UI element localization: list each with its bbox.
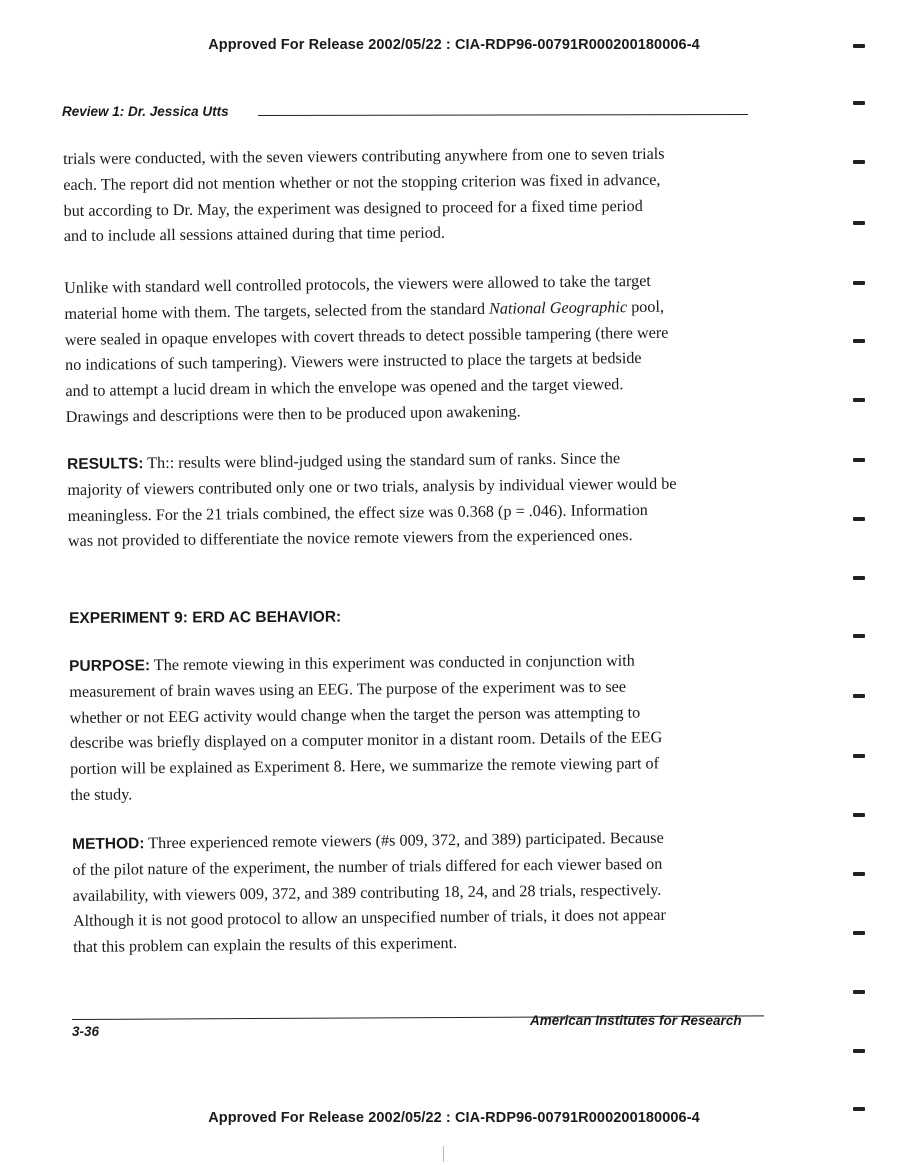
- method-label: METHOD:: [72, 835, 145, 853]
- continued-paragraph: [63, 142, 665, 250]
- paragraph-line: portion will be explained as Experiment 8. Here, we summarize the remote viewing part of: [70, 754, 660, 779]
- paragraph-line: meaningless. For the 21 trials combined, the effect size was 0.368 (p = .046). Information: [67, 500, 648, 525]
- scan-edge-mark: [853, 754, 865, 758]
- line-text: material home with them. The targets, selected from the standard: [64, 299, 490, 323]
- scan-artifact-line: [443, 1146, 444, 1162]
- scan-edge-mark: [853, 44, 865, 48]
- experiment-heading: EXPERIMENT 9: ERD AC BEHAVIOR:: [69, 608, 342, 627]
- line-text: Th:: results were blind-judged using the standard sum of ranks. Since the: [143, 449, 621, 473]
- paragraph-line: was not provided to differentiate the novice remote viewers from the experienced ones.: [67, 526, 633, 551]
- scan-edge-mark: [853, 990, 865, 994]
- paragraph-line: trials were conducted, with the seven viewers contributing anywhere from one to seven trials: [63, 144, 665, 168]
- paragraph-line: no indications of such tampering). Viewers were instructed to place the targets at bedside: [64, 349, 642, 375]
- paragraph-line: that this problem can explain the results of this experiment.: [73, 934, 458, 957]
- scan-edge-mark: [853, 872, 865, 876]
- method-paragraph: [72, 826, 666, 961]
- header-rule: [258, 114, 748, 116]
- paragraph-line: were sealed in opaque envelopes with covert threads to detect possible tampering (there were: [64, 323, 669, 349]
- purpose-label: PURPOSE:: [69, 657, 151, 675]
- scan-edge-mark: [853, 398, 865, 402]
- paragraph-line: Unlike with standard well controlled protocols, the viewers were allowed to take the target: [64, 271, 651, 297]
- paragraph-line: majority of viewers contributed only one or two trials, analysis by individual viewer would be: [67, 474, 677, 499]
- scan-edge-mark: [853, 576, 865, 580]
- release-header-top: Approved For Release 2002/05/22 : CIA-RDP96-00791R000200180006-4: [208, 37, 700, 53]
- paragraph-line: measurement of brain waves using an EEG. The purpose of the experiment was to see: [69, 677, 627, 701]
- scan-edge-mark: [853, 160, 865, 164]
- paragraph-line: Although it is not good protocol to allow an unspecified number of trials, it does not appear: [72, 906, 666, 931]
- scan-edge-mark: [853, 281, 865, 285]
- scan-edge-mark: [853, 1107, 865, 1111]
- organization-name: American Institutes for Research: [530, 1013, 742, 1028]
- paragraph-line: whether or not EEG activity would change when the target the person was attempting to: [69, 703, 641, 727]
- line-text: pool,: [626, 297, 665, 316]
- scan-edge-mark: [853, 813, 865, 817]
- release-header-bottom: Approved For Release 2002/05/22 : CIA-RDP96-00791R000200180006-4: [208, 1110, 700, 1126]
- page-number: 3-36: [72, 1024, 100, 1039]
- scan-edge-mark: [853, 694, 865, 698]
- paragraph-line: availability, with viewers 009, 372, and 389 contributing 18, 24, and 28 trials, respectively.: [72, 880, 662, 905]
- scan-edge-mark: [853, 101, 865, 105]
- scan-edge-mark: [853, 517, 865, 521]
- paragraph-line: describe was briefly displayed on a computer monitor in a distant room. Details of the EEG: [69, 728, 663, 753]
- paragraph-line: but according to Dr. May, the experiment was designed to proceed for a fixed time period: [63, 196, 643, 220]
- italic-pool-name: National Geographic: [488, 297, 628, 318]
- purpose-paragraph: [69, 648, 663, 808]
- scan-edge-mark: [853, 339, 865, 343]
- results-label: RESULTS:: [67, 455, 144, 473]
- paragraph-line: each. The report did not mention whether or not the stopping criterion was fixed in advance,: [63, 170, 661, 194]
- paragraph-line: and to include all sessions attained during that time period.: [63, 224, 446, 246]
- line-text: Three experienced remote viewers (#s 009, 372, and 389) participated. Because: [144, 828, 664, 853]
- paragraph-line: Drawings and descriptions were then to be produced upon awakening.: [65, 402, 521, 426]
- line-text: The remote viewing in this experiment was conducted in conjunction with: [149, 651, 635, 675]
- paragraph-line: of the pilot nature of the experiment, the number of trials differed for each viewer based on: [72, 854, 663, 879]
- paragraph-line: and to attempt a lucid dream in which the envelope was opened and the target viewed.: [65, 375, 624, 401]
- scan-edge-mark: [853, 1049, 865, 1053]
- scan-edge-mark: [853, 458, 865, 462]
- protocol-paragraph: [64, 269, 670, 431]
- scan-edge-mark: [853, 931, 865, 935]
- review-header: Review 1: Dr. Jessica Utts: [62, 104, 229, 119]
- results-paragraph: [67, 446, 677, 556]
- scan-edge-mark: [853, 221, 865, 225]
- paragraph-line: the study.: [70, 785, 133, 804]
- scan-edge-mark: [853, 634, 865, 638]
